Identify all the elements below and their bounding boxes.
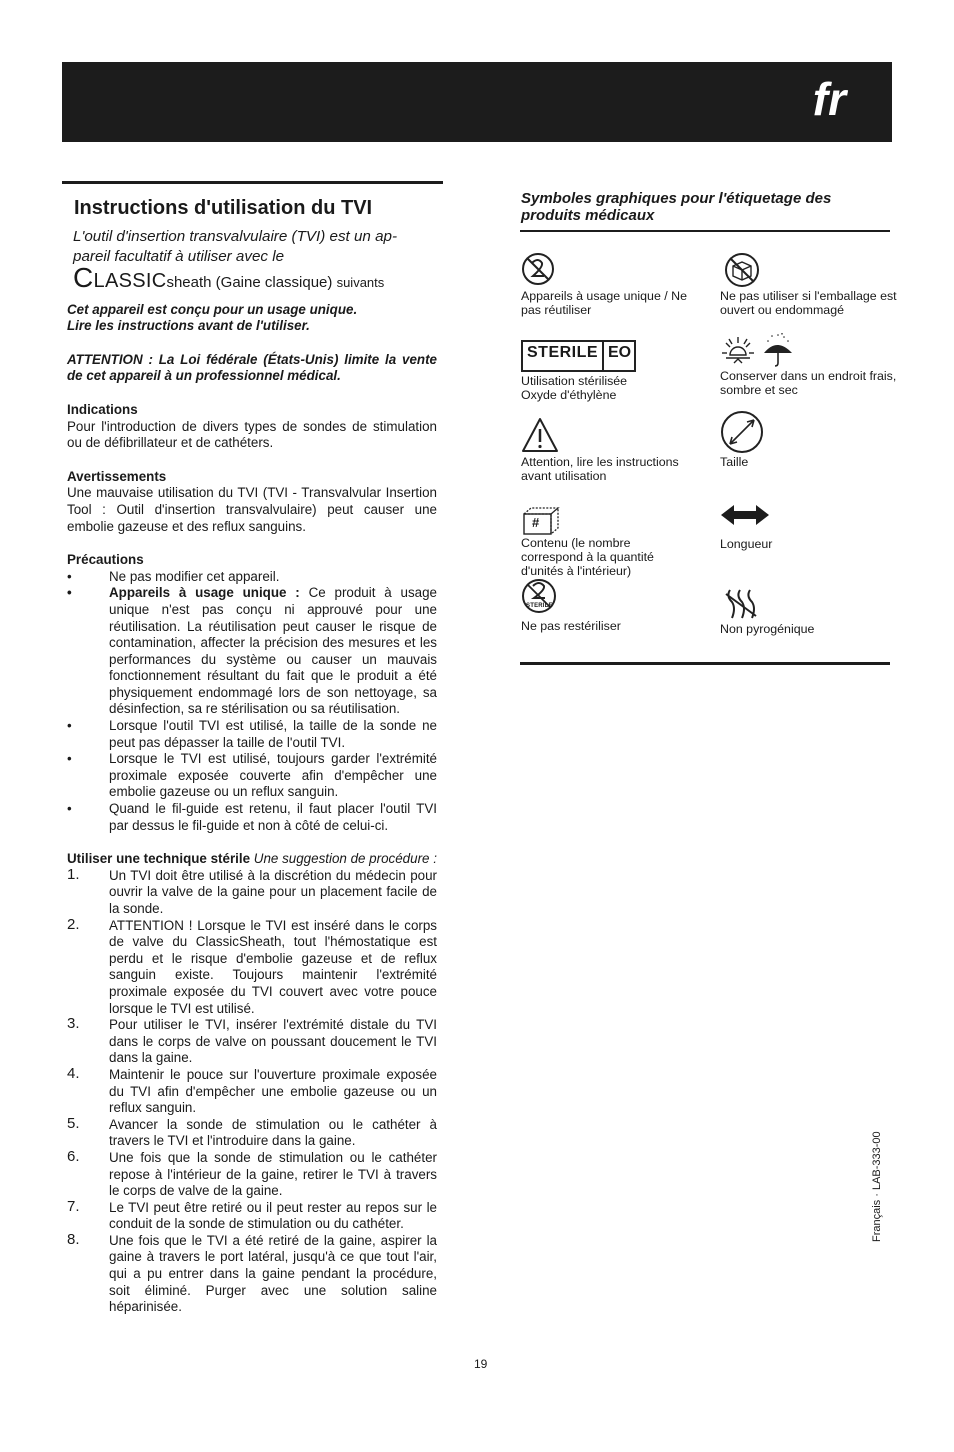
left-top-rule — [62, 181, 443, 184]
left-column — [67, 197, 437, 1316]
warnings-heading: Avertissements — [67, 468, 167, 484]
list-item: • Quand le fil-guide est retenu, il faut placer l'outil TVI par dessus le fil-guide et non à côté de celui-ci. — [67, 801, 437, 833]
indications-text: Pour l'introduction de divers types de sondes de stimulation ou de défibrillateur et de cathéters. — [67, 418, 437, 451]
symbol-label: Longueur — [720, 537, 773, 551]
procedure-steps — [67, 865, 437, 1316]
no-resterilize-mark: STERILE — [526, 603, 553, 609]
symbol-damaged-package — [720, 252, 900, 317]
single-use-warning: Cet appareil est conçu pour un usage unique. — [67, 301, 358, 317]
list-item: • Ne pas modifier cet appareil. — [67, 568, 280, 584]
list-item: 7. Le TVI peut être retiré ou il peut rester au repos sur le conduit de la sonde de stimulation ou du cathéter. — [67, 1197, 437, 1232]
intro-text — [73, 227, 437, 267]
sun-umbrella-icon — [720, 333, 800, 369]
diameter-icon — [720, 410, 764, 454]
brand-tail: suivants — [336, 274, 385, 290]
list-item: 4. Maintenir le pouce sur l'ouverture proximale exposée du TVI afin d'empêcher une embolie gazeuse ou un reflux sanguin. — [67, 1064, 437, 1116]
precautions-list — [67, 569, 437, 835]
symbols-top-rule — [520, 230, 890, 232]
symbol-size — [720, 410, 900, 469]
federal-law-caution: ATTENTION : La Loi fédérale (États-Unis) limite la vente de cet appareil à un professionnel médical. — [67, 351, 437, 384]
list-item: 8. Une fois que le TVI a été retiré de la gaine, aspirer la gaine à travers le port latéral, jusqu'à ce que tout l'air, qui a pu entrer dans la gaine pendant la procédure, soit éliminé. Purger avec une solution saline héparinisée. — [67, 1230, 437, 1315]
symbols-bottom-rule — [520, 662, 890, 665]
language-code: fr — [812, 73, 846, 125]
list-item: 6. Une fois que la sonde de stimulation ou le cathéter repose à l'intérieur de la gaine, retirer le TVI à travers le corps de valve de la gaine. — [67, 1147, 437, 1199]
symbol-label: Utilisation stérilisée Oxyde d'éthylène — [521, 374, 628, 402]
symbol-label: Attention, lire les instructions avant utilisation — [521, 455, 679, 483]
technique-line — [67, 851, 437, 868]
technique-subtitle: Une suggestion de procédure : — [253, 851, 437, 867]
symbol-label: Conserver dans un endroit frais, sombre et sec — [720, 369, 897, 397]
sterile-code: EO — [608, 344, 632, 361]
list-item: 1. Un TVI doit être utilisé à la discrétion du médecin pour ouvrir la valve de la gaine pour un placement facile de la sonde. — [67, 865, 437, 916]
brand-name: Classic — [73, 261, 167, 293]
no-reuse-icon — [521, 252, 555, 286]
intro-line-2: pareil facultatif à utiliser avec le — [73, 247, 285, 265]
symbol-label: Ne pas utiliser si l'emballage est ouvert ou endommagé — [720, 289, 897, 317]
page-title: Instructions d'utilisation du TVI — [74, 197, 373, 219]
symbols-heading: Symboles graphiques pour l'étiquetage des produits médicaux — [521, 190, 832, 224]
non-pyrogenic-icon — [720, 588, 760, 622]
list-item: • Lorsque le TVI est utilisé, toujours garder l'extrémité proximale exposée couverte afin d'empêcher une embolie gazeuse ou un reflux sanguin. — [67, 751, 437, 800]
brand-line — [73, 261, 437, 296]
brand-suffix: sheath (Gaine classique) — [166, 273, 333, 291]
list-item: 2. ATTENTION ! Lorsque le TVI est inséré dans le corps de valve du ClassicSheath, tout l'hémostatique est perdu et le risque d'embolie gazeuse et de reflux sanguin existe. Toujours maintenir l'extrémité proximale exposée du TVI couvert avec votre pouce lorsque le TVI est utilisé. — [67, 915, 437, 1016]
symbol-non-pyrogenic — [720, 588, 900, 636]
symbol-single-use — [521, 252, 701, 317]
intro-line-1: L'outil d'insertion transvalvulaire (TVI) est un ap- — [73, 227, 398, 245]
warnings-text: Une mauvaise utilisation du TVI (TVI - Transvalvular Insertion Tool : Outil d'insertion transvalvulaire) peut causer une embolie gazeuse et des reflux sanguins. — [67, 485, 437, 534]
symbol-length — [720, 503, 900, 551]
list-item: 3. Pour utiliser le TVI, insérer l'extrémité distale du TVI dans le corps de valve on poussant doucement le TVI dans la gaine. — [67, 1015, 437, 1066]
symbol-label: Taille — [720, 455, 749, 469]
technique-heading: Utiliser une technique stérile — [67, 851, 251, 867]
indications-heading: Indications — [67, 401, 138, 417]
symbol-label: Ne pas restériliser — [521, 619, 621, 633]
symbol-sterile-eo — [521, 340, 701, 402]
symbol-contents — [521, 505, 701, 578]
list-item: 5. Avancer la sonde de stimulation ou le cathéter à travers le TVI et l'introduire dans la gaine. — [67, 1114, 437, 1149]
symbol-no-resterilize — [521, 579, 701, 633]
sterile-word: STERILE — [527, 344, 599, 361]
symbol-label: Appareils à usage unique / Ne pas réutiliser — [521, 289, 688, 317]
page-number: 19 — [474, 1357, 488, 1371]
symbol-label: Non pyrogénique — [720, 622, 815, 636]
damaged-package-icon — [720, 252, 760, 288]
header-banner — [62, 62, 892, 142]
warning-triangle-icon — [521, 417, 559, 453]
read-instructions-warning: Lire les instructions avant de l'utiliser. — [67, 318, 310, 334]
box-count-icon — [521, 505, 561, 535]
symbol-storage — [720, 333, 900, 397]
list-item: • Lorsque l'outil TVI est utilisé, la taille de la sonde ne peut pas dépasser la taille de l'outil TVI. — [67, 718, 437, 750]
precautions-heading: Précautions — [67, 552, 144, 568]
document-reference: Français · LAB-333-00 — [871, 1131, 883, 1242]
symbol-label: Contenu (le nombre correspond à la quantité d'unités à l'intérieur) — [521, 536, 654, 578]
list-item: • Appareils à usage unique : Ce produit à usage unique n'est pas conçu ni approuvé pour une réutilisation. La réutilisation peut causer le risque de contamination, affecter la précision des mesures et les performances du système ou causer un mauvais fonctionnement résultant du fait que le produit a été physiquement endommagé lors de son nettoyage, sa désinfection, sa re stérilisation ou sa réutilisation. — [67, 585, 437, 717]
contents-mark: # — [532, 515, 540, 530]
symbol-attention — [521, 417, 701, 483]
double-arrow-icon — [720, 503, 770, 527]
